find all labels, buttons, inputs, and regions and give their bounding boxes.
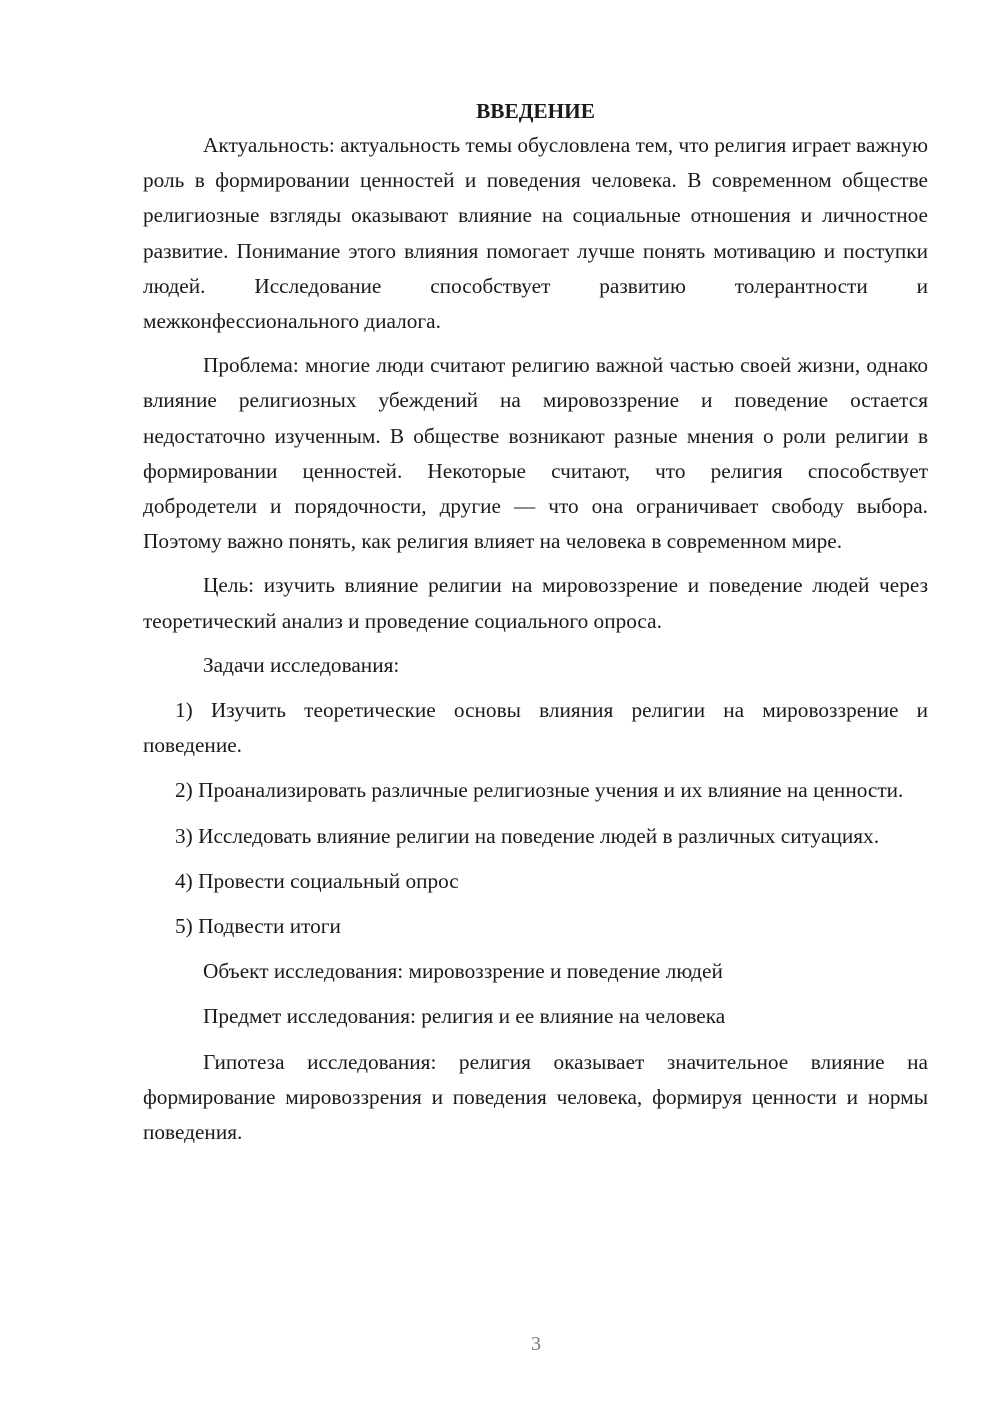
subject-paragraph: Предмет исследования: религия и ее влияние на человека (203, 1004, 726, 1029)
object-paragraph: Объект исследования: мировоззрение и поведение людей (203, 959, 723, 984)
hypothesis-paragraph: Гипотеза исследования: религия оказывает значительное влияние на формирование мировоззрения и поведения человека, формируя ценности и нормы поведения. (143, 1049, 928, 1145)
problem-paragraph: Проблема: многие люди считают религию важной частью своей жизни, однако влияние религиозных убеждений на мировоззрение и поведение остается недостаточно изученным. В обществе возникают разные мнения о роли религии в формировании ценностей. Некоторые считают, что религия способствует добродетели и порядочности, другие — что она ограничивает свободу выбора. Поэтому важно понять, как религия влияет на человека в современном мире. (143, 353, 928, 554)
tasks-heading: Задачи исследования: (203, 652, 400, 677)
page-content (143, 96, 928, 1159)
task-item-4: 4) Провести социальный опрос (175, 868, 459, 893)
task-item-3: 3) Исследовать влияние религии на поведение людей в различных ситуациях. (175, 823, 880, 848)
section-title: ВВЕДЕНИЕ (476, 99, 595, 123)
task-item-2: 2) Проанализировать различные религиозные учения и их влияние на ценности. (175, 778, 904, 803)
goal-paragraph: Цель: изучить влияние религии на мировоззрение и поведение людей через теоретический анализ и проведение социального опроса. (143, 573, 928, 633)
task-item-1: 1) Изучить теоретические основы влияния религии на мировоззрение и поведение. (143, 698, 928, 758)
task-item-5: 5) Подвести итоги (175, 914, 341, 939)
relevance-paragraph: Актуальность: актуальность темы обусловлена тем, что религия играет важную роль в формировании ценностей и поведения человека. В современном обществе религиозные взгляды оказывают влияние на социальные отношения и личностное развитие. Понимание этого влияния помогает лучше понять мотивацию и поступки людей. Исследование способствует развитию толерантности и межконфессионального диалога. (143, 133, 928, 334)
page-number: 3 (531, 1333, 541, 1355)
